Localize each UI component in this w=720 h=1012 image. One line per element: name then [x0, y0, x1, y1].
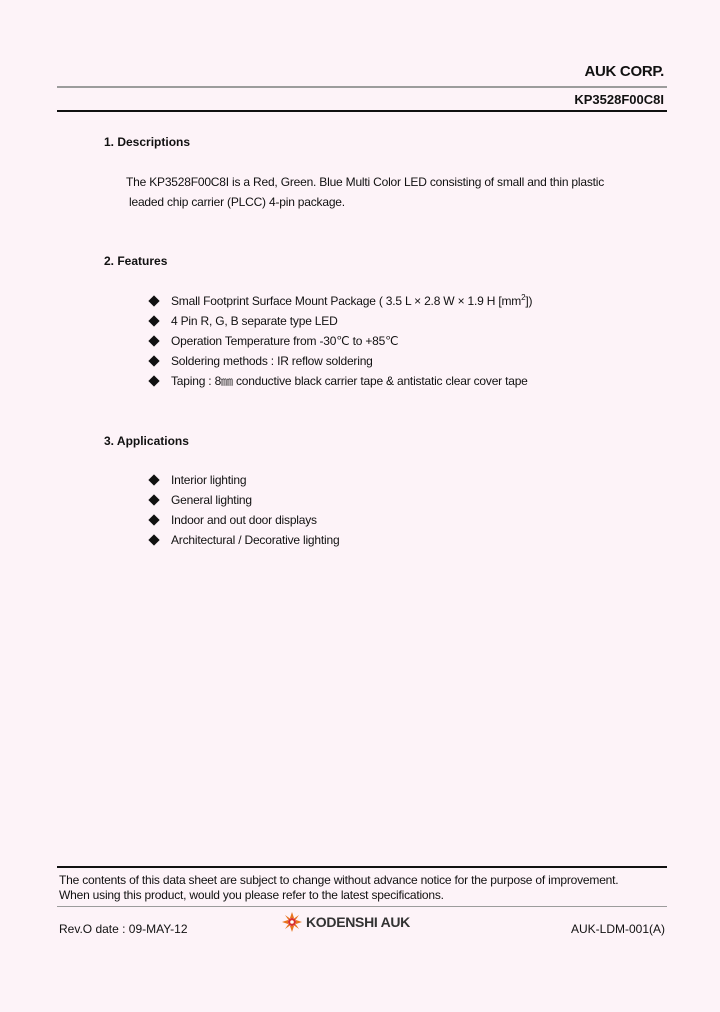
notice-line-2: When using this product, would you please refer to the latest specifications. [59, 888, 444, 902]
descriptions-line-1: The KP3528F00C8I is a Red, Green. Blue Multi Color LED consisting of small and thin plastic [126, 175, 605, 189]
list-item [149, 470, 339, 490]
list-item [149, 311, 532, 331]
diamond-bullet-icon [148, 514, 159, 525]
descriptions-line-2: leaded chip carrier (PLCC) 4-pin package. [129, 195, 345, 209]
application-text: Architectural / Decorative lighting [171, 533, 340, 547]
application-text: General lighting [171, 493, 252, 507]
company-name: AUK CORP. [584, 63, 664, 80]
kodenshi-sun-icon [282, 912, 302, 932]
diamond-bullet-icon [148, 315, 159, 326]
list-item [149, 530, 339, 550]
features-list [149, 291, 532, 391]
change-notice [59, 873, 618, 903]
diamond-bullet-icon [148, 355, 159, 366]
application-text: Interior lighting [171, 473, 247, 487]
list-item [149, 331, 532, 351]
part-number-rule [57, 110, 667, 112]
list-item [149, 351, 532, 371]
descriptions-title: 1. Descriptions [104, 135, 191, 149]
feature-text: 4 Pin R, G, B separate type LED [171, 314, 338, 328]
notice-line-1: The contents of this data sheet are subject to change without advance notice for the purpose of improvement. [59, 873, 619, 887]
application-text: Indoor and out door displays [171, 513, 317, 527]
logo-text: KODENSHI AUK [306, 914, 410, 930]
descriptions-text [126, 172, 604, 212]
diamond-bullet-icon [148, 295, 159, 306]
kodenshi-auk-logo [282, 912, 410, 932]
footer-rule [57, 866, 667, 868]
diamond-bullet-icon [148, 474, 159, 485]
diamond-bullet-icon [148, 494, 159, 505]
feature-text: Small Footprint Surface Mount Package ( 3.5 L × 2.8 W × 1.9 H $[mm^2]$) [171, 293, 533, 308]
part-number: KP3528F00C8I [574, 92, 664, 107]
diamond-bullet-icon [148, 335, 159, 346]
diamond-bullet-icon [148, 375, 159, 386]
header-rule [57, 86, 667, 88]
features-title: 2. Features [104, 254, 168, 268]
revision-date: Rev.O date : 09-MAY-12 [59, 922, 188, 936]
list-item [149, 291, 532, 311]
feature-text: Taping : 8㎜ conductive black carrier tape & antistatic clear cover tape [171, 374, 528, 388]
applications-title: 3. Applications [104, 434, 189, 448]
notice-rule [57, 906, 667, 907]
feature-text: Soldering methods : IR reflow soldering [171, 354, 373, 368]
list-item [149, 510, 339, 530]
applications-list [149, 470, 339, 550]
list-item [149, 371, 532, 391]
feature-text: Operation Temperature from -30℃ to +85℃ [171, 334, 399, 348]
document-code: AUK-LDM-001(A) [570, 922, 665, 936]
list-item [149, 490, 339, 510]
diamond-bullet-icon [148, 534, 159, 545]
